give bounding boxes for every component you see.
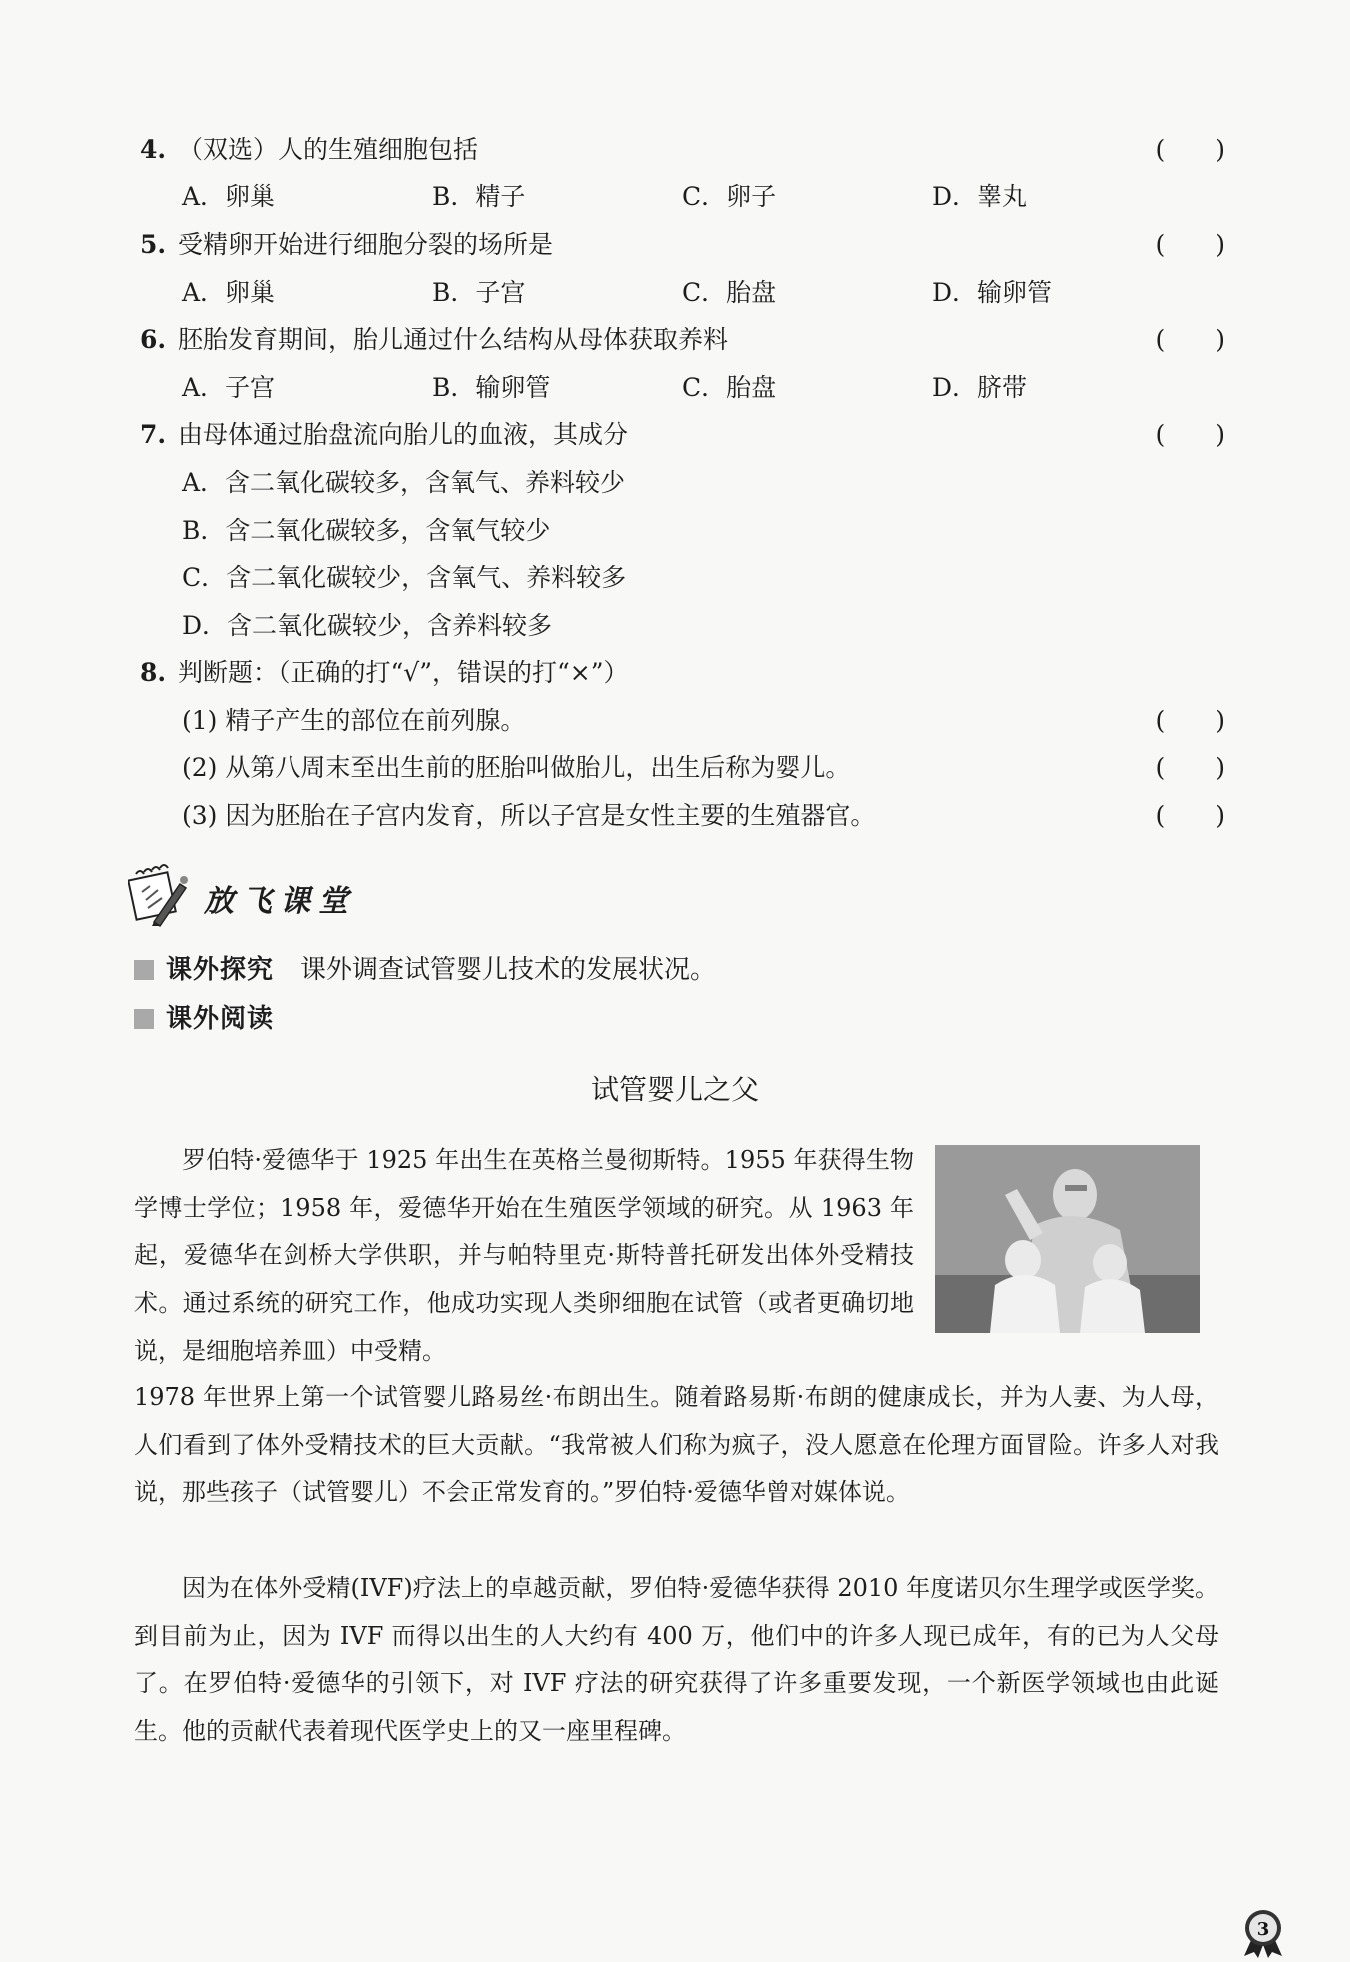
explore-label: 课外探究 xyxy=(166,955,275,985)
question-number: 6. xyxy=(140,325,167,354)
reading-label: 课外阅读 xyxy=(166,1004,275,1034)
question-number: 7. xyxy=(140,420,167,449)
option-c: C．卵子 xyxy=(682,182,777,211)
article-paragraph-1-continued xyxy=(134,1374,1219,1517)
option-b: B．子宫 xyxy=(432,278,526,307)
option-b: B．含二氧化碳较多，含氧气较少 xyxy=(182,516,551,545)
option-a: A．卵巢 xyxy=(182,182,276,211)
answer-blank[interactable]: ( ) xyxy=(1155,135,1225,164)
explore-row xyxy=(134,952,716,988)
answer-blank[interactable]: ( ) xyxy=(1155,325,1225,354)
question-4 xyxy=(140,130,1225,170)
question-text: 判断题：（正确的打“√”，错误的打“×”） xyxy=(178,658,629,687)
question-text: （双选）人的生殖细胞包括 xyxy=(178,135,479,164)
option-d: D．含二氧化碳较少，含养料较多 xyxy=(182,611,553,640)
question-5 xyxy=(140,225,1225,265)
question-text: 由母体通过胎盘流向胎儿的血液，其成分 xyxy=(178,420,629,449)
edwards-photo xyxy=(935,1145,1200,1333)
paragraph-text: 1978 年世界上第一个试管婴儿路易丝·布朗出生。随着路易斯·布朗的健康成长，并为人妻、为人母，人们看到了体外受精技术的巨大贡献。“我常被人们称为疯子，没人愿意在伦理方面冒险。许多人对我说，那些孩子（试管婴儿）不会正常发育的。”罗伯特·爱德华曾对媒体说。 xyxy=(134,1383,1219,1507)
question-7 xyxy=(140,415,1225,455)
option-d: D．脐带 xyxy=(932,373,1028,402)
option-c: C．胎盘 xyxy=(682,278,777,307)
section-title: 放飞课堂 xyxy=(204,884,356,919)
paragraph-text: 因为在体外受精(IVF)疗法上的卓越贡献，罗伯特·爱德华获得 2010 年度诺贝尔生理学或医学奖。到目前为止，因为 IVF 而得以出生的人大约有 400 万，他们中的许多人现已成年，有的已为人父母了。在罗伯特·爱德华的引领下，对 IVF 疗法的研究获得了许多重要发现，一个新医学领域也由此诞生。他的贡献代表着现代医学史上的又一座里程碑。 xyxy=(134,1574,1219,1746)
answer-blank[interactable]: ( ) xyxy=(1155,801,1225,830)
option-a: A．子宫 xyxy=(182,373,276,402)
judge-item-2 xyxy=(182,748,1225,788)
question-text: 受精卵开始进行细胞分裂的场所是 xyxy=(178,230,554,259)
option-b: B．输卵管 xyxy=(432,373,551,402)
answer-blank[interactable]: ( ) xyxy=(1155,706,1225,735)
question-4-options xyxy=(182,177,1222,217)
option-d: D．输卵管 xyxy=(932,278,1053,307)
option-c: C．含二氧化碳较少，含氧气、养料较多 xyxy=(182,563,627,592)
option-a: A．含二氧化碳较多，含氧气、养料较少 xyxy=(182,468,626,497)
question-6-options xyxy=(182,368,1222,408)
explore-text: 课外调查试管婴儿技术的发展状况。 xyxy=(300,955,717,985)
paragraph-text: 罗伯特·爱德华于 1925 年出生在英格兰曼彻斯特。1955 年获得生物学博士学位；1958 年，爱德华开始在生殖医学领域的研究。从 1963 年起，爱德华在剑桥大学供职，并与帕特里克·斯特普托研发出体外受精技术。通过系统的研究工作，他成功实现人类卵细胞在试管（或者更确切地说，是细胞培养皿）中受精。 xyxy=(134,1146,914,1365)
question-number: 5. xyxy=(140,230,167,259)
question-text: 胚胎发育期间，胎儿通过什么结构从母体获取养料 xyxy=(178,325,729,354)
answer-blank[interactable]: ( ) xyxy=(1155,420,1225,449)
question-8 xyxy=(140,653,1225,693)
option-a: A．卵巢 xyxy=(182,278,276,307)
answer-blank[interactable]: ( ) xyxy=(1155,230,1225,259)
notebook-pencil-icon xyxy=(128,864,198,928)
judge-item-1 xyxy=(182,701,1225,741)
question-5-options xyxy=(182,273,1222,313)
option-b: B．精子 xyxy=(432,182,526,211)
square-bullet-icon xyxy=(134,1009,154,1029)
answer-blank[interactable]: ( ) xyxy=(1155,753,1225,782)
article-paragraph-2 xyxy=(134,1565,1219,1756)
judge-item-3 xyxy=(182,796,1225,836)
option-c: C．胎盘 xyxy=(682,373,777,402)
page-number-badge xyxy=(1238,1908,1288,1958)
judge-item-text: (2) 从第八周末至出生前的胚胎叫做胎儿，出生后称为婴儿。 xyxy=(182,753,851,782)
reading-row xyxy=(134,1001,274,1037)
question-6 xyxy=(140,320,1225,360)
page-number: 3 xyxy=(1256,1919,1270,1940)
article-title: 试管婴儿之父 xyxy=(590,1073,759,1106)
question-number: 8. xyxy=(140,658,167,687)
section-header xyxy=(128,862,528,932)
ribbon-badge-icon xyxy=(1238,1908,1288,1958)
article-paragraph-1 xyxy=(134,1137,914,1376)
judge-item-text: (3) 因为胚胎在子宫内发育，所以子宫是女性主要的生殖器官。 xyxy=(182,801,876,830)
question-number: 4. xyxy=(140,135,167,164)
option-d: D．睾丸 xyxy=(932,182,1028,211)
square-bullet-icon xyxy=(134,960,154,980)
judge-item-text: (1) 精子产生的部位在前列腺。 xyxy=(182,706,526,735)
